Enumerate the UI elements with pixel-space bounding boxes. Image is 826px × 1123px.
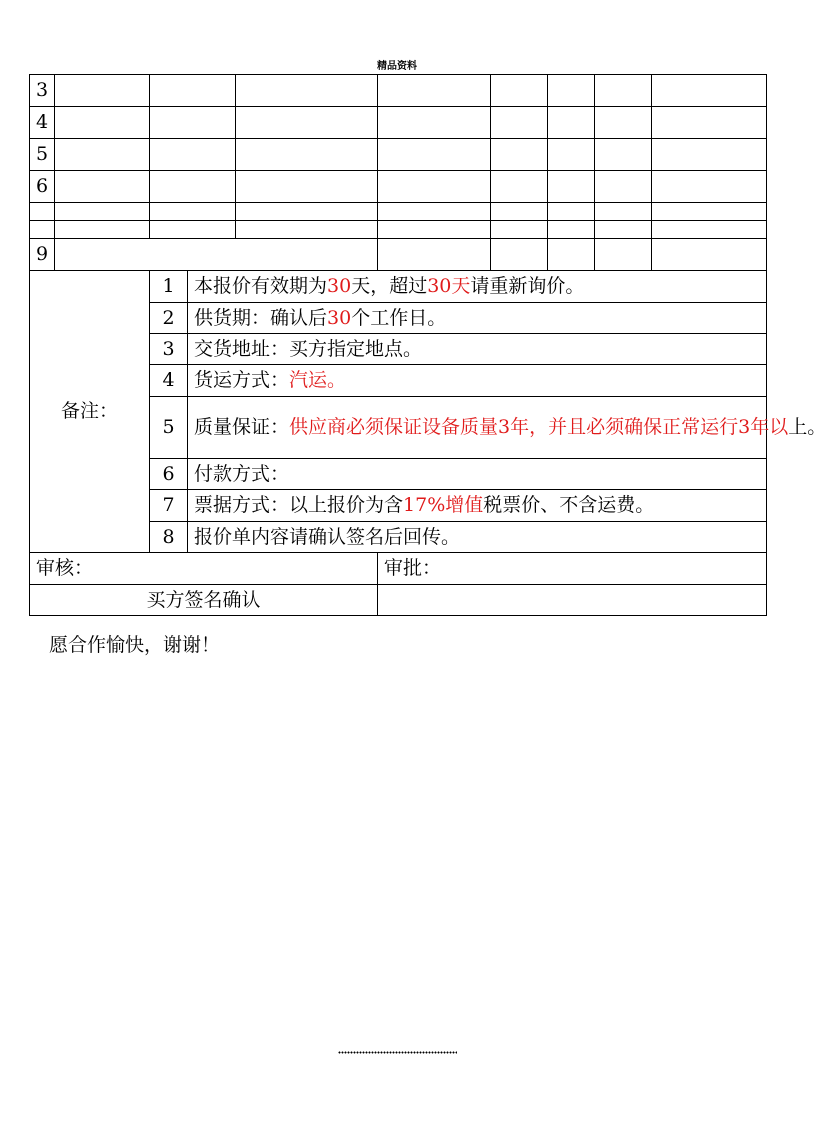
remark-text-run: 30 bbox=[327, 306, 352, 329]
table-cell bbox=[652, 171, 767, 203]
approve-cell[interactable]: 审批： bbox=[378, 553, 767, 585]
table-cell bbox=[236, 75, 378, 107]
table-cell bbox=[491, 221, 548, 239]
table-cell bbox=[55, 139, 150, 171]
remark-text bbox=[188, 522, 767, 553]
remark-number: 3 bbox=[150, 334, 188, 365]
remark-number: 8 bbox=[150, 522, 188, 553]
row-number: 6 bbox=[30, 171, 55, 203]
table-cell bbox=[548, 75, 595, 107]
remark-text-run: 个工作日。 bbox=[351, 306, 447, 329]
remark-text-run: 付款方式： bbox=[194, 462, 290, 485]
table-cell bbox=[150, 221, 236, 239]
table-cell bbox=[595, 203, 652, 221]
remark-text-run: 30天 bbox=[427, 275, 471, 298]
remark-text bbox=[188, 459, 767, 490]
remark-text-run: 上。 bbox=[788, 416, 826, 439]
table-cell bbox=[55, 203, 150, 221]
table-cell bbox=[652, 221, 767, 239]
remark-text-run: 汽运。 bbox=[289, 369, 347, 392]
review-cell[interactable]: 审核： bbox=[30, 553, 378, 585]
page-header-title: 精品资料 bbox=[377, 61, 417, 72]
table-row bbox=[30, 239, 767, 271]
remarks-label: 备注： bbox=[30, 271, 150, 553]
table-cell bbox=[548, 107, 595, 139]
table-row bbox=[30, 221, 767, 239]
table-cell bbox=[595, 107, 652, 139]
remark-text-run: 货运方式： bbox=[194, 369, 290, 392]
table-cell bbox=[150, 171, 236, 203]
table-row bbox=[30, 75, 767, 107]
remark-text-run: 本报价有效期为 bbox=[194, 275, 328, 298]
table-cell bbox=[595, 139, 652, 171]
table-cell bbox=[236, 203, 378, 221]
row-number: 9 bbox=[30, 239, 55, 271]
table-cell bbox=[55, 107, 150, 139]
remark-text bbox=[188, 334, 767, 365]
remark-text-run: 供应商必须保证设备质量3年，并且必须确保正常运行3年以 bbox=[289, 416, 789, 439]
table-cell bbox=[652, 75, 767, 107]
remark-number: 6 bbox=[150, 459, 188, 490]
table-cell bbox=[595, 75, 652, 107]
remark-text-run: 请重新询价。 bbox=[470, 275, 585, 298]
row-number: 3 bbox=[30, 75, 55, 107]
table-cell bbox=[55, 75, 150, 107]
row-number bbox=[30, 221, 55, 239]
table-cell bbox=[652, 203, 767, 221]
table-cell bbox=[150, 107, 236, 139]
remark-text-run: 交货地址：买方指定地点。 bbox=[194, 337, 423, 360]
table-row bbox=[30, 139, 767, 171]
table-cell bbox=[491, 75, 548, 107]
table-cell bbox=[548, 221, 595, 239]
table-cell bbox=[548, 139, 595, 171]
table-cell bbox=[548, 203, 595, 221]
table-cell bbox=[491, 139, 548, 171]
remark-text bbox=[188, 490, 767, 522]
table-cell bbox=[55, 171, 150, 203]
table-cell bbox=[491, 203, 548, 221]
table-cell bbox=[236, 171, 378, 203]
table-row bbox=[30, 203, 767, 221]
footer-dotted-line bbox=[338, 1051, 457, 1054]
table-cell bbox=[236, 107, 378, 139]
table-cell bbox=[491, 107, 548, 139]
table-cell bbox=[548, 239, 595, 271]
table-cell bbox=[378, 139, 491, 171]
table-cell bbox=[652, 139, 767, 171]
table-cell bbox=[595, 239, 652, 271]
remark-text bbox=[188, 397, 826, 459]
remark-number: 2 bbox=[150, 303, 188, 334]
remark-text-run: 供货期：确认后 bbox=[194, 306, 328, 329]
remark-text-run: 报价单内容请确认签名后回传。 bbox=[194, 525, 461, 548]
remark-text bbox=[188, 271, 767, 303]
remark-number: 5 bbox=[150, 397, 188, 459]
table-cell bbox=[150, 75, 236, 107]
table-cell bbox=[150, 203, 236, 221]
table-cell bbox=[548, 171, 595, 203]
remark-text-run: 30 bbox=[327, 275, 352, 298]
remark-number: 7 bbox=[150, 490, 188, 522]
table-cell bbox=[491, 239, 548, 271]
row-number bbox=[30, 203, 55, 221]
table-cell bbox=[55, 239, 378, 271]
approval-row bbox=[30, 553, 767, 585]
table-cell bbox=[55, 221, 150, 239]
table-row bbox=[30, 107, 767, 139]
table-cell bbox=[378, 171, 491, 203]
remark-text-run: 票据方式：以上报价为含 bbox=[194, 494, 404, 517]
table-cell bbox=[378, 203, 491, 221]
remark-text-run: 质量保证： bbox=[194, 416, 290, 439]
remark-text-run: 税票价、不含运费。 bbox=[483, 494, 655, 517]
buyer-sign-row bbox=[30, 585, 767, 616]
table-cell bbox=[236, 221, 378, 239]
table-cell bbox=[595, 221, 652, 239]
table-cell bbox=[236, 139, 378, 171]
quotation-table bbox=[29, 74, 826, 616]
remark-number: 4 bbox=[150, 365, 188, 397]
table-cell bbox=[595, 171, 652, 203]
remark-text bbox=[188, 303, 767, 334]
table-cell bbox=[652, 107, 767, 139]
table-cell bbox=[378, 239, 491, 271]
row-number: 4 bbox=[30, 107, 55, 139]
buyer-sign-field[interactable] bbox=[378, 585, 767, 616]
remark-text-run: 17%增值 bbox=[403, 494, 484, 517]
table-cell bbox=[378, 107, 491, 139]
table-cell bbox=[491, 171, 548, 203]
buyer-sign-label: 买方签名确认 bbox=[30, 585, 378, 616]
table-cell bbox=[378, 221, 491, 239]
remark-text-run: 天，超过 bbox=[351, 275, 428, 298]
table-cell bbox=[378, 75, 491, 107]
table-cell bbox=[150, 139, 236, 171]
table-cell bbox=[652, 239, 767, 271]
table-row bbox=[30, 171, 767, 203]
closing-note: 愿合作愉快，谢谢！ bbox=[49, 634, 221, 656]
remark-number: 1 bbox=[150, 271, 188, 303]
remark-row bbox=[30, 271, 767, 303]
row-number: 5 bbox=[30, 139, 55, 171]
remark-text bbox=[188, 365, 767, 397]
